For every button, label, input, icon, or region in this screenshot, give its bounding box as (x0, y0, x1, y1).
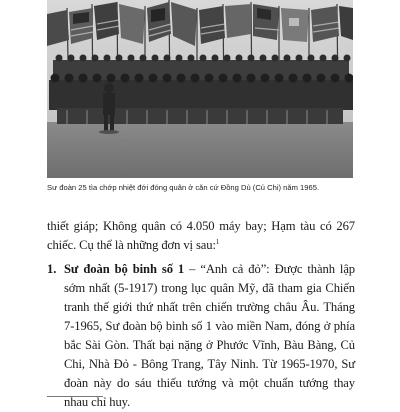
list-item-content (64, 260, 355, 412)
list-item-text: – “Anh cả đỏ”: Được thành lập sớm nhất (5-1917) trong lục quân Mỹ, đã tham gia Chiến tranh thế giới thứ nhất trên chiến trường châu Âu. Tháng 7-1965, Sư đoàn bộ binh số 1 vào miền Nam, đóng ở phía bắc Sài Gòn. Thất bại nặng ở Phước Vĩnh, Bàu Bàng, Củ Chi, Nhà Đỏ - Bông Trang, Tây Ninh. Từ 1965-1970, Sư đoàn này do sáu thiếu tướng và một chuẩn tướng thay nhau chỉ huy. (64, 262, 355, 409)
paragraph-text: thiết giáp; Không quân có 4.050 máy bay; Hạm tàu có 267 chiếc. Cụ thể là những đơn vị sau: (47, 219, 355, 252)
photo-caption: Sư đoàn 25 tìa chớp nhiệt đới đóng quân ở căn cứ Đồng Dù (Củ Chi) năm 1965. (47, 183, 320, 192)
footnote-divider (47, 396, 103, 397)
paragraph-continuation (47, 217, 355, 255)
list-item-number: 1. (47, 262, 57, 276)
footnote-marker[interactable]: 1 (215, 237, 220, 246)
soldiers-parade-photo (47, 0, 353, 178)
list-item (47, 260, 355, 412)
list-item-title: Sư đoàn bộ binh số 1 (64, 262, 185, 276)
